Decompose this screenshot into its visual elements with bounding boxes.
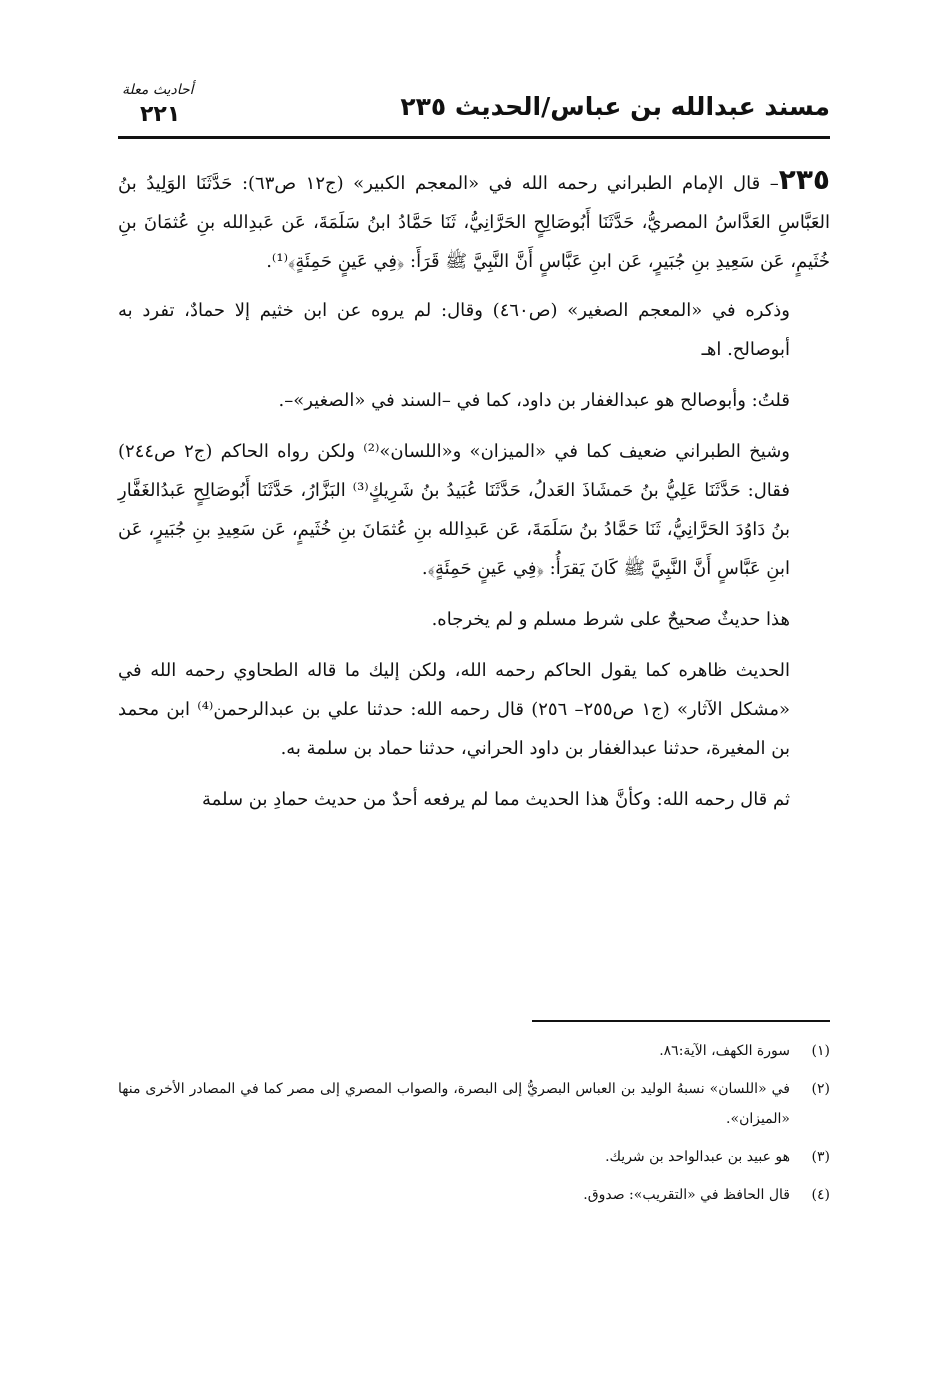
footnote-text: هو عبيد بن عبدالواحد بن شريك. <box>605 1149 790 1165</box>
header-rule <box>118 136 830 139</box>
footnote <box>118 1142 830 1172</box>
paragraph: قلتُ: وأبوصالح هو عبدالغفار بن داود، كما في –السند في «الصغير»–. <box>278 390 790 411</box>
page-number: ٢٢١ <box>140 102 181 127</box>
footnote-number: (٣) <box>811 1149 830 1165</box>
footnote-number: (١) <box>811 1043 830 1059</box>
hadith-number: ٢٣٥ <box>778 163 831 196</box>
footnote-text: في «اللسان» نسبهُ الوليد بن العباس البصريُّ إلى البصرة، والصواب المصري إلى مصر كما في المصادر الأخرى منها «الميزان». <box>118 1081 790 1127</box>
footnote-rule <box>532 1020 830 1022</box>
main-text <box>118 160 830 831</box>
footnote-text: قال الحافظ في «التقريب»: صدوق. <box>583 1187 790 1203</box>
paragraph: هذا حديثٌ صحيحٌ على شرط مسلم و لم يخرجاه. <box>431 609 790 630</box>
hadith-text: – قال الإمام الطبراني رحمه الله في «المعجم الكبير» (ج١٢ ص٦٣): حَدَّثَنَا الوَلِيدُ بنُ العَبَّاسِ العَدَّاسُ المصريُّ، حَدَّثَنَا أَبُوصَالِحٍ الحَرَّانِيُّ، ثَنَا حَمَّادُ ابنُ سَلَمَةَ، عَن عَبدِالله بنِ عُثمَانَ بنِ خُثَيمٍ، عَن سَعِيدِ بنِ جُبَيرٍ، عَن ابنِ عَبَّاسٍ أَنَّ النَّبِيَّ ﷺ قَرَأَ: ﴿فِي عَينٍ حَمِئَةٍ﴾⁽¹⁾. <box>118 173 830 272</box>
footnote-number: (٢) <box>811 1081 830 1097</box>
footnote-number: (٤) <box>811 1187 830 1203</box>
running-title: مسند عبدالله بن عباس/الحديث ٢٣٥ <box>400 92 830 121</box>
paragraph: وشيخ الطبراني ضعيف كما في «الميزان» و«اللسان»⁽²⁾ ولكن رواه الحاكم (ج٢ ص٢٤٤) فقال: حَدَّثَنَا عَلِيُّ بنُ حَمشَاذَ العَدلُ، حَدَّثَنَا عُبَيدُ بنُ شَرِيكٍ⁽³⁾ البَزَّارُ، حَدَّثَنَا أَبُوصَالِحٍ عَبدُالغَفَّارِ بنُ دَاوُدَ الحَرَّانِيُّ، ثَنَا حَمَّادُ بنُ سَلَمَةَ، عَن عَبدِالله بنِ عُثمَانَ بنِ خُثَيمٍ، عَن سَعِيدِ بنِ جُبَيرٍ، عَن ابنِ عَبَّاسٍ أَنَّ النَّبِيَّ ﷺ كَانَ يَقرَأُ: ﴿فِي عَينٍ حَمِئَةٍ﴾. <box>118 441 790 579</box>
footnote <box>118 1036 830 1066</box>
handwritten-margin-note: أحاديث معلة <box>122 82 194 98</box>
footnote <box>118 1074 830 1134</box>
page-header <box>118 82 830 132</box>
hadith-paragraph <box>118 160 830 281</box>
footnotes <box>118 1036 830 1218</box>
footnote-text: سورة الكهف، الآية:٨٦. <box>659 1043 790 1059</box>
footnote <box>118 1180 830 1210</box>
paragraph: وذكره في «المعجم الصغير» (ص٤٦٠) وقال: لم يروه عن ابن خثيم إلا حمادٌ، تفرد به أبوصالح. اهـ <box>118 300 790 360</box>
paragraph: ثم قال رحمه الله: وكأنَّ هذا الحديث مما لم يرفعه أحدٌ من حديث حمادِ بن سلمة <box>201 789 790 810</box>
paragraph: الحديث ظاهره كما يقول الحاكم رحمه الله، ولكن إليك ما قاله الطحاوي رحمه الله في «مشكل الآثار» (ج١ ص٢٥٥– ٢٥٦) قال رحمه الله: حدثنا علي بن عبدالرحمن⁽⁴⁾ ابن محمد بن المغيرة، حدثنا عبدالغفار بن داود الحراني، حدثنا حماد بن سلمة به. <box>118 660 790 759</box>
